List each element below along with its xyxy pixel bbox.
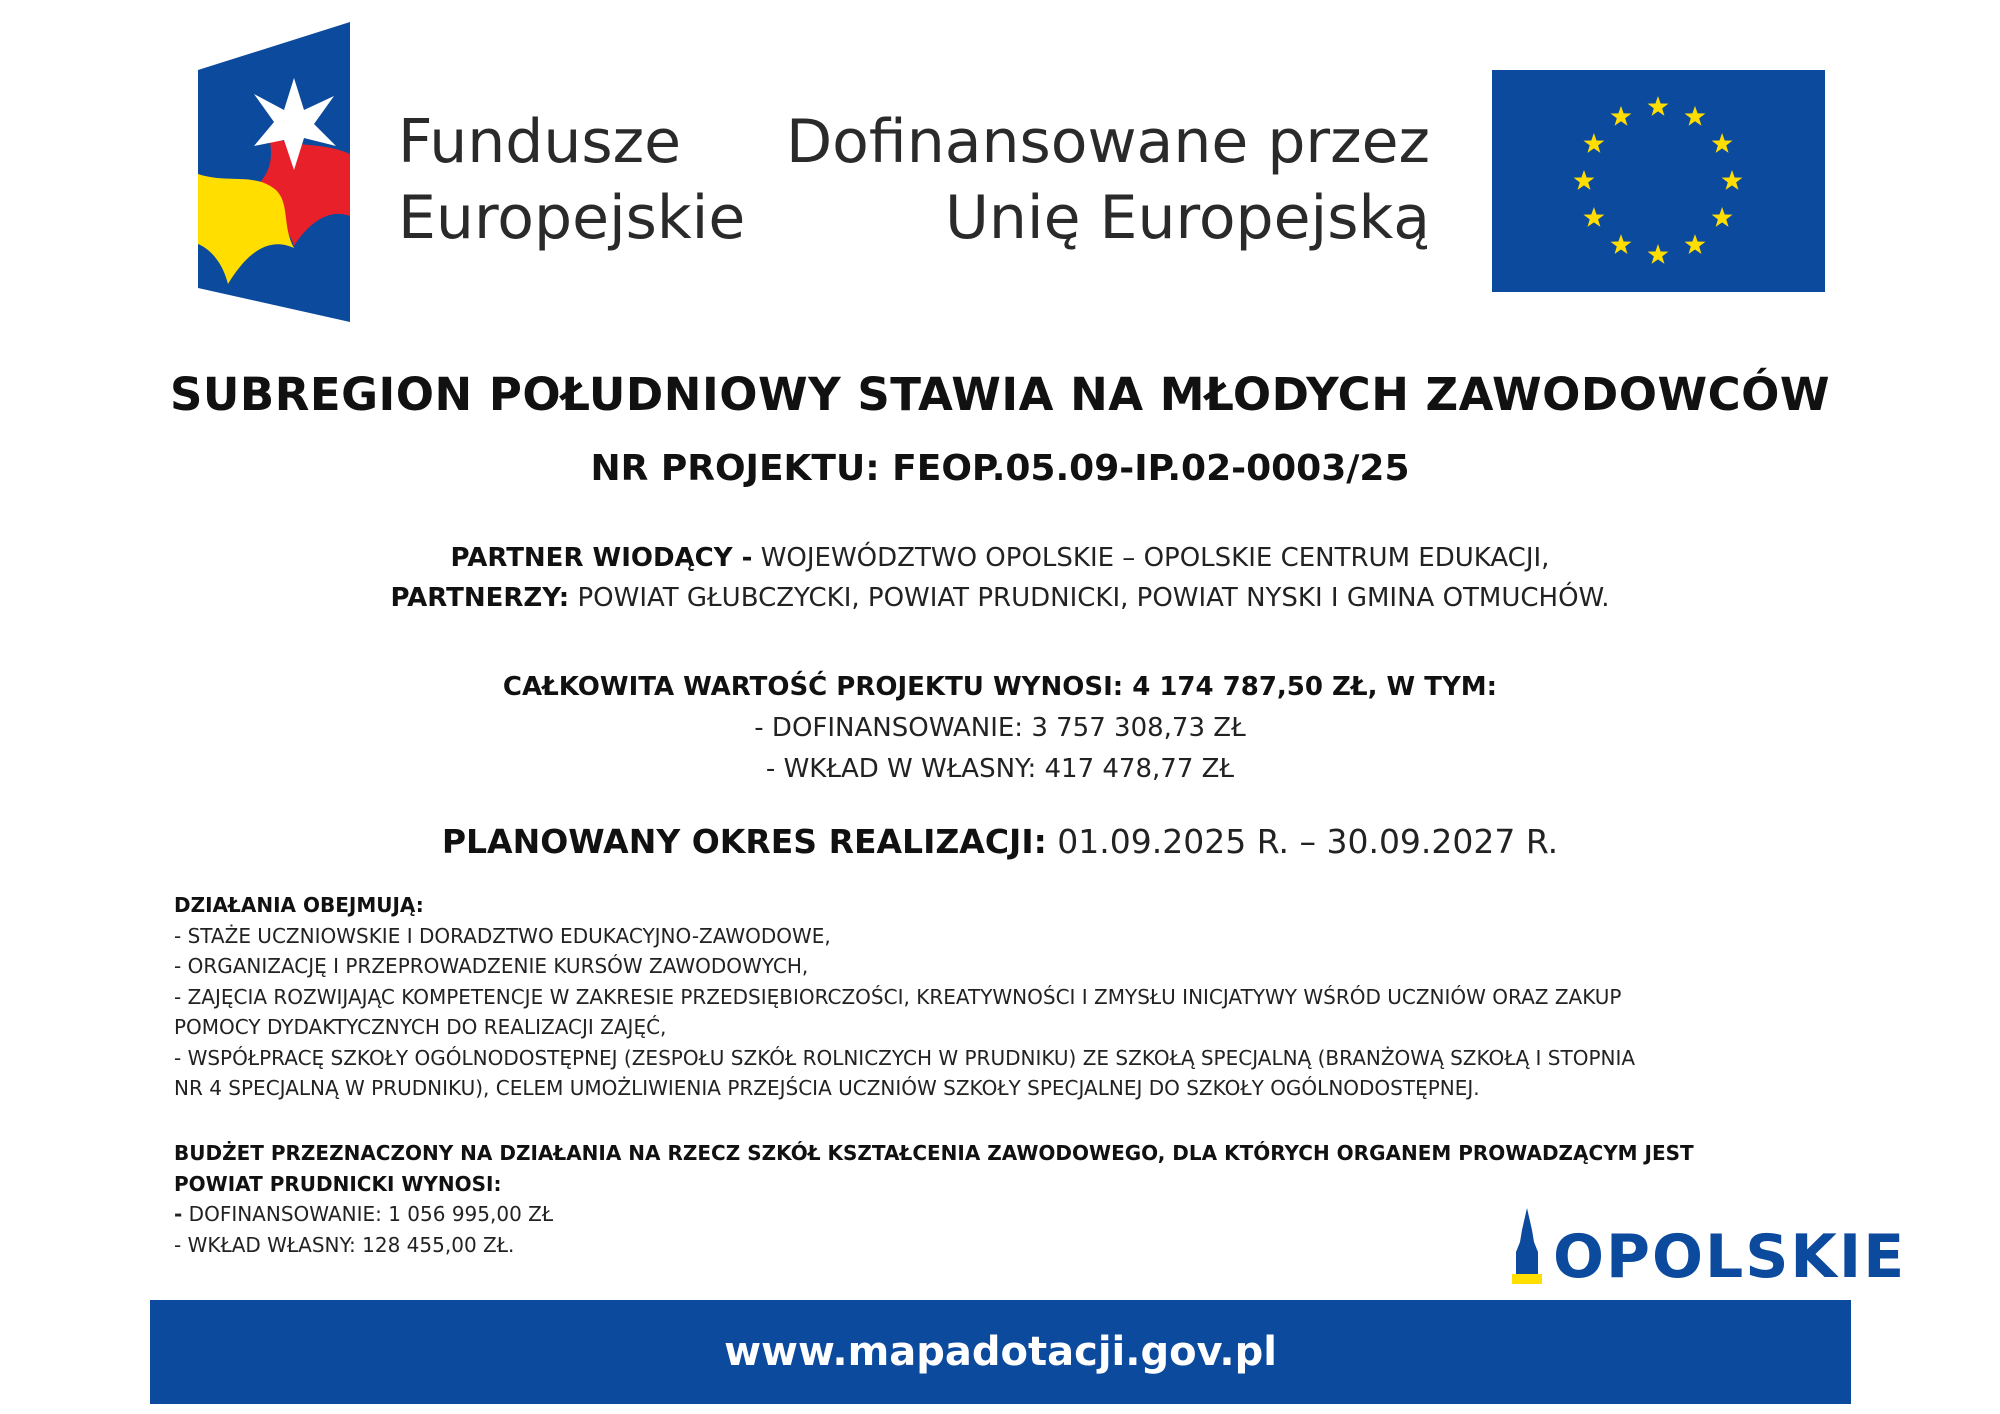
eu-line-2: Unię Europejską [944,183,1430,253]
opolskie-tower-icon [1510,1208,1544,1286]
activity-item: POMOCY DYDAKTYCZNYCH DO REALIZACJI ZAJĘĆ, [174,1015,667,1039]
activity-item: - ORGANIZACJĘ I PRZEPROWADZENIE KURSÓW ZAWODOWYCH, [174,954,809,978]
own-contribution-line: - WKŁAD W WŁASNY: 417 478,77 ZŁ [765,754,1235,784]
lead-partner-line [0,543,2000,573]
budget-cofinancing [174,1199,1734,1230]
total-value-line [0,672,2000,702]
fundusze-europejskie-logo-icon [198,22,352,322]
budget-dash: - [174,1202,183,1226]
budget-own-contribution: - WKŁAD WŁASNY: 128 455,00 ZŁ. [174,1232,515,1257]
footer-url-link[interactable]: www.mapadotacji.gov.pl [724,1329,1277,1375]
budget-heading-1: BUDŻET PRZEZNACZONY NA DZIAŁANIA NA RZECZ SZKÓŁ KSZTAŁCENIA ZAWODOWEGO, DLA KTÓRYCH ORGANEM PROWADZĄCYM JEST [174,1141,1694,1165]
partners-value: POWIAT GŁUBCZYCKI, POWIAT PRUDNICKI, POWIAT NYSKI I GMINA OTMUCHÓW. [569,583,1610,613]
dofinansowane-text [786,104,1430,256]
fundusze-europejskie-text [398,104,745,256]
total-value: CAŁKOWITA WARTOŚĆ PROJEKTU WYNOSI: 4 174 787,50 ZŁ, W TYM: [502,672,1498,702]
activity-item: NR 4 SPECJALNĄ W PRUDNIKU), CELEM UMOŻLIWIENIA PRZEJŚCIA UCZNIÓW SZKOŁY SPECJALNEJ DO SZKOŁY OGÓLNODOSTĘPNEJ. [174,1076,1480,1100]
lead-partner-value: WOJEWÓDZTWO OPOLSKIE – OPOLSKIE CENTRUM EDUKACJI, [752,543,1550,573]
partners-line [0,583,2000,613]
activities-section [174,890,1734,1104]
project-number: NR PROJEKTU: FEOP.05.09-IP.02-0003/25 [590,448,1410,489]
activity-item: - ZAJĘCIA ROZWIJAJĄC KOMPETENCJE W ZAKRESIE PRZEDSIĘBIORCZOŚCI, KREATYWNOŚCI I ZMYSŁU INICJATYWY WŚRÓD UCZNIÓW ORAZ ZAKUP [174,984,1622,1009]
opolskie-logo-text: OPOLSKIE [1553,1222,1907,1292]
cofinancing-line: - DOFINANSOWANIE: 3 757 308,73 ZŁ [754,713,1246,743]
activity-item: - WSPÓŁPRACĘ SZKOŁY OGÓLNODOSTĘPNEJ (ZESPOŁU SZKÓŁ ROLNICZYCH W PRUDNIKU) ZE SZKOŁĄ SPECJALNĄ (BRANŻOWĄ SZKOŁĄ I STOPNIA [174,1045,1636,1070]
budget-heading-2: POWIAT PRUDNICKI WYNOSI: [174,1171,502,1196]
lead-partner-label: PARTNER WIODĄCY - [450,543,753,573]
page-title: SUBREGION POŁUDNIOWY STAWIA NA MŁODYCH ZAWODOWCÓW [169,368,1831,421]
budget-cofinancing-text: DOFINANSOWANIE: 1 056 995,00 ZŁ [182,1202,554,1226]
partners-label: PARTNERZY: [390,583,570,613]
realization-period-line [0,822,2000,861]
eu-line-1: Dofinansowane przez [785,107,1430,177]
period-value: 01.09.2025 R. – 30.09.2027 R. [1046,822,1559,861]
eu-flag-icon [1492,70,1825,292]
fe-line-1: Fundusze [398,107,682,177]
activity-item: - STAŻE UCZNIOWSKIE I DORADZTWO EDUKACYJNO-ZAWODOWE, [174,923,831,948]
activities-heading: DZIAŁANIA OBEJMUJĄ: [174,893,424,917]
fe-line-2: Europejskie [398,183,746,253]
budget-section [174,1138,1734,1260]
period-label: PLANOWANY OKRES REALIZACJI: [441,822,1047,861]
